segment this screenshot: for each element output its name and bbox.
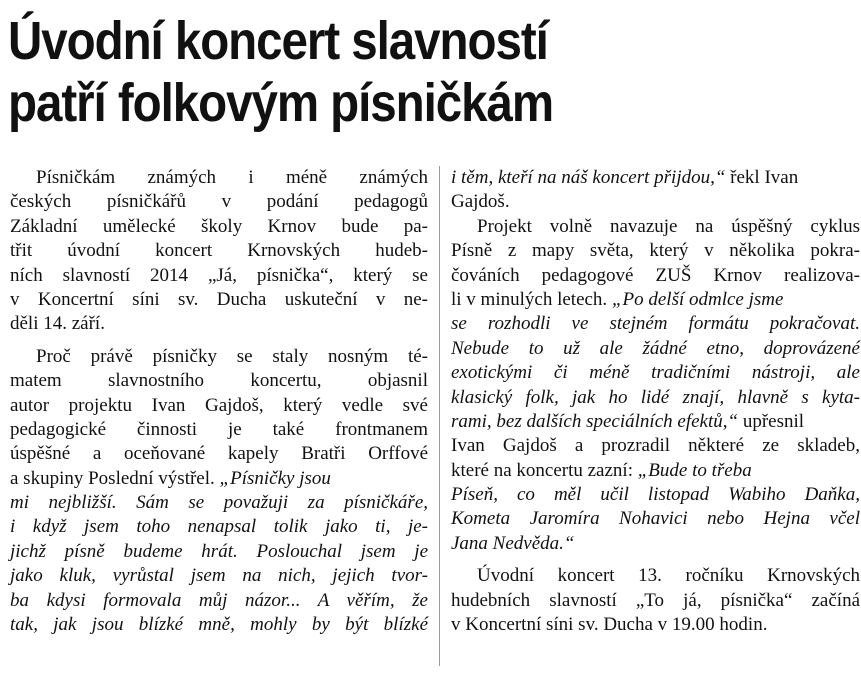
text-line <box>10 215 428 239</box>
text-line-main: li v minulých letech. <box>451 288 608 310</box>
headline-line-1: Úvodní koncert slavností <box>8 11 548 71</box>
text-line-main: matem slavnostního koncertu, objasnil <box>10 370 428 392</box>
text-line <box>451 361 860 385</box>
text-line-main: jako kluk, vyrůstal jsem na nich, jejich tvor- <box>10 565 428 587</box>
text-line <box>451 337 860 361</box>
text-line <box>10 312 428 336</box>
text-line-main: Písničkám známých i méně známých <box>36 167 428 188</box>
text-line-main: exotickými či méně tradičními nástroji, ale <box>451 362 860 384</box>
text-line-main: jichž písně budeme hrát. Poslouchal jsem je <box>10 540 428 562</box>
text-line-main: hudebních slavností „To já, písnička“ začíná <box>451 589 860 611</box>
text-line <box>451 312 860 336</box>
text-line-main: děli 14. září. <box>10 313 105 335</box>
text-line <box>10 288 428 312</box>
text-line <box>451 434 860 458</box>
text-line-main: Projekt volně navazuje na úspěšný cyklus <box>477 215 860 237</box>
text-line <box>451 239 860 263</box>
text-line-main: klasický folk, jak ho lidé znají, hlavně s kyta- <box>451 386 860 408</box>
text-line <box>451 613 860 637</box>
text-line-main: ních slavností 2014 „Já, písnička“, který se <box>10 264 428 286</box>
text-line-tail: „Po delší odmlce jsme <box>607 288 784 310</box>
text-line-main: ba kdysi formovala můj názor... A věřím, že <box>10 589 428 611</box>
text-line <box>451 190 860 214</box>
text-line-main: Gajdoš. <box>451 191 510 213</box>
text-line-main: Píseň, co měl učil listopad Wabiho Daňka, <box>451 484 860 506</box>
text-line <box>10 345 428 369</box>
text-line <box>10 369 428 393</box>
text-line-main: mi nejbližší. Sám se považuji za písničkáře, <box>10 492 428 514</box>
text-line <box>451 264 860 288</box>
text-line-main: Úvodní koncert 13. ročníku Krnovských <box>477 565 860 587</box>
text-line-main: Ivan Gajdoš a prozradil některé ze skladeb, <box>451 435 860 457</box>
text-line <box>451 507 860 531</box>
text-line-tail: „Písničky jsou <box>214 467 331 489</box>
text-line-tail: řekl Ivan <box>725 167 799 188</box>
text-line <box>10 394 428 418</box>
text-line <box>10 540 428 564</box>
text-line-main: v Koncertní síni sv. Ducha uskuteční v ne- <box>10 288 428 310</box>
text-line <box>10 239 428 263</box>
text-line-main: Proč právě písničky se staly nosným té- <box>36 345 428 367</box>
text-line-main: pedagogické činnosti je také frontmanem <box>10 418 428 440</box>
text-line-main: Kometa Jaromíra Nohavici nebo Hejna včel <box>451 508 860 530</box>
headline-line-2: patří folkovým písničkám <box>8 73 554 133</box>
text-line-main: i těm, kteří na náš koncert přijdou,“ <box>451 167 726 188</box>
text-line-tail: „Bude to třeba <box>632 459 752 481</box>
text-line-main: Písně z mapy světa, který v několika pokra- <box>451 240 860 262</box>
text-line <box>451 589 860 613</box>
column-divider <box>439 166 440 666</box>
text-line-main: které na koncertu zazní: <box>451 459 633 481</box>
text-line <box>10 564 428 588</box>
text-line <box>451 564 860 588</box>
text-line <box>10 418 428 442</box>
text-line <box>10 264 428 288</box>
text-line-main: tak, jak jsou blízké mně, mohly by být blízké <box>10 614 428 636</box>
text-line-tail: upřesnil <box>738 410 805 432</box>
text-line-main: i když jsem toho nenapsal tolik jako ti, je- <box>10 516 428 538</box>
text-line <box>10 589 428 613</box>
text-line <box>451 459 860 483</box>
text-line <box>10 166 428 190</box>
text-line-main: čováních pedagogové ZUŠ Krnov realizova- <box>451 264 860 286</box>
text-line-main: autor projektu Ivan Gajdoš, který vedle své <box>10 394 428 416</box>
article-column-left <box>10 166 428 637</box>
text-line <box>10 442 428 466</box>
text-line <box>451 532 860 556</box>
text-line-main: v Koncertní síni sv. Ducha v 19.00 hodin. <box>451 614 768 636</box>
text-line <box>451 166 860 190</box>
text-line-main: a skupiny Poslední výstřel. <box>10 467 215 489</box>
text-line <box>10 515 428 539</box>
text-line-main: úspěšné a oceňované kapely Bratři Orffové <box>10 443 428 465</box>
text-line <box>451 288 860 312</box>
article-column-right <box>451 166 860 637</box>
text-line <box>451 215 860 239</box>
text-line-main: Nebude to už ale žádné etno, doprovázené <box>451 337 860 359</box>
text-line <box>451 386 860 410</box>
text-line <box>451 483 860 507</box>
text-line-main: se rozhodli ve stejném formátu pokračovat. <box>451 313 860 335</box>
text-line <box>10 190 428 214</box>
text-line <box>10 467 428 491</box>
text-line <box>451 410 860 434</box>
text-line <box>10 491 428 515</box>
text-line <box>10 613 428 637</box>
article-headline <box>8 10 553 134</box>
text-line-main: českých písničkářů v podání pedagogů <box>10 191 428 213</box>
text-line-main: Základní umělecké školy Krnov bude pa- <box>10 215 428 237</box>
text-line-main: třit úvodní koncert Krnovských hudeb- <box>10 240 428 262</box>
text-line-main: rami, bez dalších speciálních efektů,“ <box>451 410 739 432</box>
text-line-main: Jana Nedvěda.“ <box>451 532 575 554</box>
